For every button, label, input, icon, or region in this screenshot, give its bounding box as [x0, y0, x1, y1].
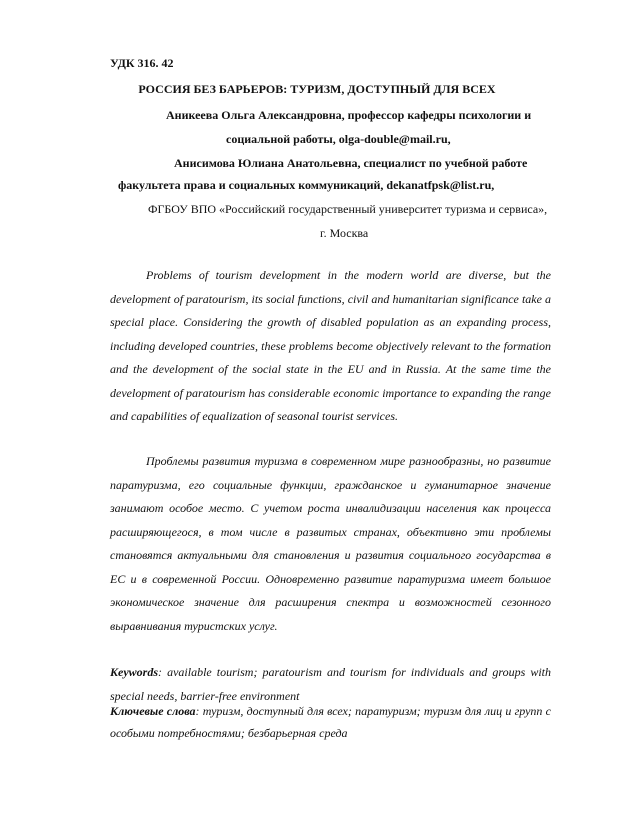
affiliation: ФГБОУ ВПО «Российский государственный университет туризма и сервиса»,	[148, 202, 548, 216]
author1-line1: Аникеева Ольга Александровна, профессор кафедры психологии и	[166, 108, 532, 122]
keywords-russian	[110, 700, 551, 744]
keywords-label: Keywords	[110, 665, 158, 679]
abstract-russian: Проблемы развития туризма в современном мире разнообразны, но развитие паратуризма, его социальные функции, гражданское и гуманитарное значение занимают особое место. С учетом роста инвалидизации населения как процесса расширяющегося, в том числе в развитых странах, объективно эти проблемы становятся актуальными для становления и развития социального государства в ЕС и в современной России. Одновременно развитие паратуризма имеет большое экономическое значение для расширения спектра и возможностей сезонного выравнивания туристских услуг.	[110, 454, 551, 633]
paper-title: РОССИЯ БЕЗ БАРЬЕРОВ: ТУРИЗМ, ДОСТУПНЫЙ ДЛЯ ВСЕХ	[138, 82, 496, 96]
keywords-text: : available tourism; paratourism and tourism for individuals and groups with special needs, barrier-free environment	[110, 665, 551, 703]
abstract-english: Problems of tourism development in the modern world are diverse, but the development of paratourism, its social functions, civil and humanitarian significance take a special place. Considering the growth of disabled population as an expanding process, including developed countries, these problems become objectively relevant to the formation and the development of the social state in the EU and in Russia. At the same time the development of paratourism has considerable economic importance to expanding the range and capabilities of equalization of seasonal tourist services.	[110, 268, 551, 423]
author2-line2: факультета права и социальных коммуникаций, dekanatfpsk@list.ru,	[118, 178, 495, 192]
keywords-ru-label: Ключевые слова	[110, 704, 196, 718]
keywords-ru-text: : туризм, доступный для всех; паратуризм; туризм для лиц и групп с особыми потребностями; безбарьерная среда	[110, 704, 551, 740]
author1-line2: социальной работы, olga-double@mail.ru,	[226, 132, 451, 146]
author2-line1: Анисимова Юлиана Анатольевна, специалист по учебной работе	[174, 156, 528, 170]
city: г. Москва	[320, 226, 369, 240]
udk-code: УДК 316. 42	[110, 56, 174, 70]
